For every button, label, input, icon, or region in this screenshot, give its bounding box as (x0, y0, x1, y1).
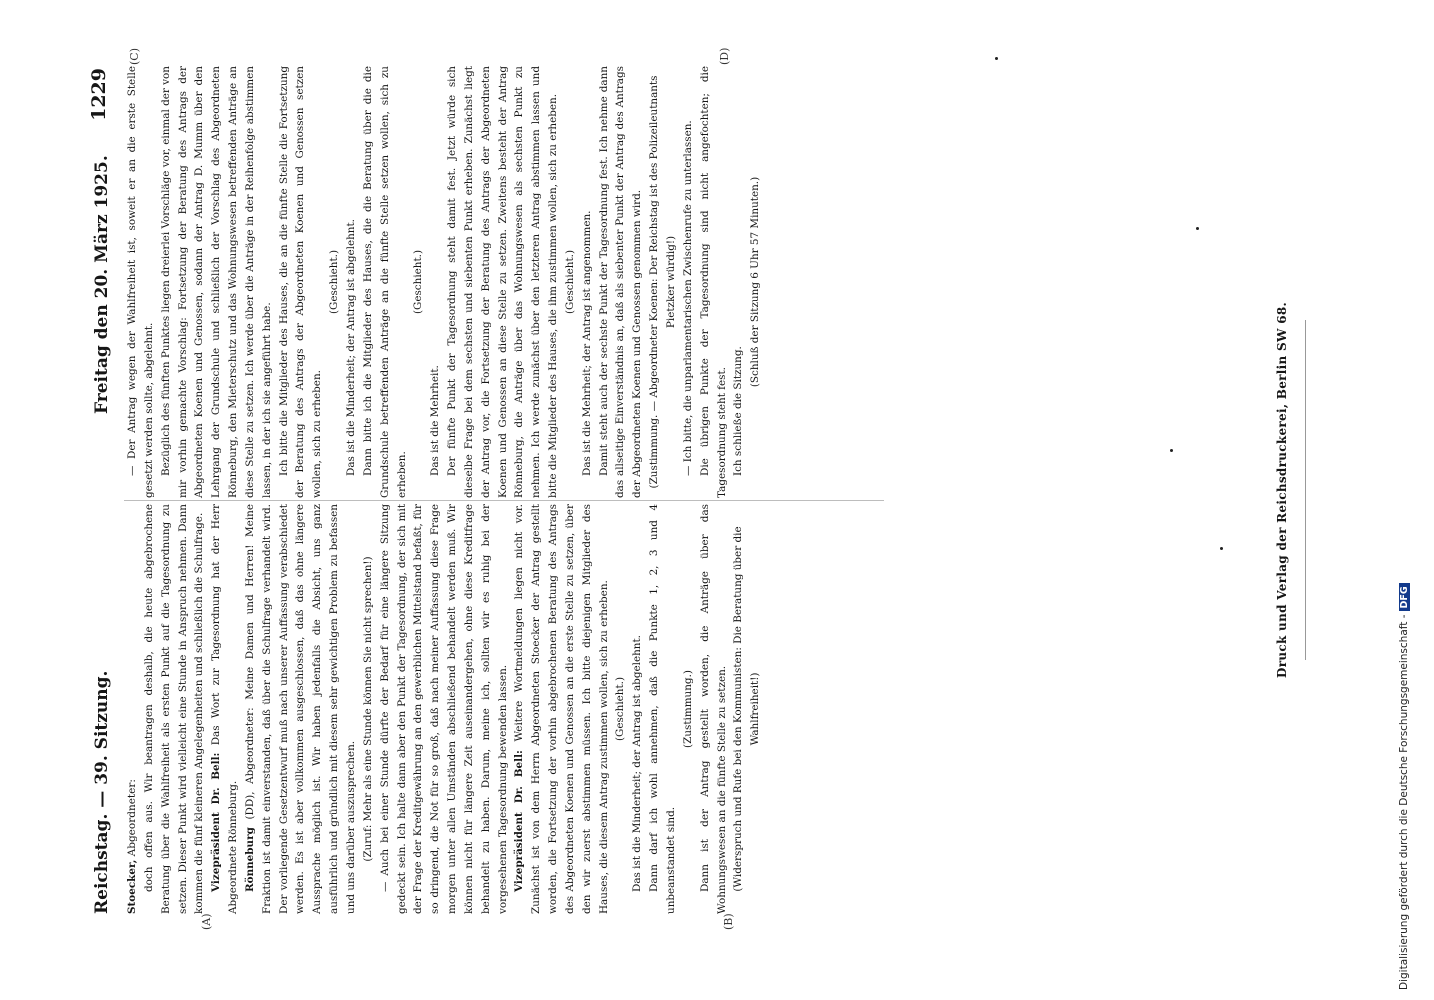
paragraph (360, 66, 411, 498)
paragraph-text: Damit steht auch der sechste Punkt der Tagesordnung fest. Ich nehme dann das allseitige Einverständnis an, daß als siebenter Punkt der Antrag des Antrags der Abgeordneten Koenen und Genossen genommen wird. (597, 66, 644, 498)
paragraph (141, 504, 208, 914)
header-center: Freitag den 20. März 1925. (92, 155, 112, 414)
speaker-name: Stoecker, (126, 859, 138, 914)
paragraph (511, 504, 612, 914)
interjection: (Zustimmung.) (681, 670, 694, 748)
printer-imprint: Druck und Verlag der Reichsdruckerei, Berlin SW 68. (1275, 302, 1289, 678)
paragraph-text: Das ist die Mehrheit. (429, 365, 442, 476)
interjection: (Zustimmung. — Abgeordneter Koenen: Der Reichstag ist des Polizeileutnants Pietzker würdig!) (648, 75, 677, 489)
paragraph (208, 504, 242, 914)
interjection: (Geschieht.) (412, 249, 425, 315)
margin-letter-b: (B) (722, 913, 735, 930)
margin-letter-c: (C) (128, 48, 141, 65)
scan-speck (1196, 227, 1199, 230)
paragraph-text: doch offen aus. Wir beantragen deshalb, die heute abgebrochene Beratung über die Wahlfreiheit als ersten Punkt auf die Tagesordnung zu setzen. Dieser Punkt wird vielleicht eine Stunde in Anspruch nehmen. Dann kommen die fünf kleineren Angelegenheiten und schließlich die Schulfrage. (142, 504, 206, 914)
paragraph-text: Weitere Wortmeldungen liegen nicht vor. Zunächst ist von dem Herrn Abgeordneten Stoecker der Antrag gestellt worden, die Fortsetzung der vorhin abgebrochenen Beratung des Antrags des Abgeordneten Koenen und Genossen an die erste Stelle zu setzen, über den wir zuerst abstimmen müssen. Ich bitte diejenigen Mitglieder des Hauses, die diesem Antrag zustimmen wollen, sich zu erheben. (513, 504, 610, 914)
dfg-logo: DFG (1399, 583, 1410, 611)
paragraph (444, 66, 562, 498)
credit-text: Digitalisierung gefördert durch die Deutsche Forschungsgemeinschaft - (1398, 614, 1410, 990)
paragraph-text: — Ich bitte, die unparlamentarischen Zwischenrufe zu unterlassen. (681, 120, 694, 476)
paragraph-text: Dann ist der Antrag gestellt worden, die Anträge über das Wohnungswesen an die fünfte Stelle zu setzen. (698, 504, 728, 914)
scan-speck (1170, 449, 1173, 452)
paragraph (730, 66, 747, 498)
scan-speck (1220, 547, 1223, 550)
paragraph-text: Die übrigen Punkte der Tagesordnung sind nicht angefochten; die Tagesordnung steht fest. (698, 66, 728, 498)
paragraph (158, 66, 276, 498)
speaker-name: Vizepräsident Dr. Bell: (513, 750, 526, 892)
paragraph (242, 504, 360, 914)
interjection: (Geschieht.) (614, 676, 627, 742)
paragraph-text: — Der Antrag wegen der Wahlfreiheit ist, soweit er an die erste Stelle gesetzt werden sollte, abgelehnt. (126, 66, 155, 498)
paragraph-text: Das Wort zur Tagesordnung hat der Herr Abgeordnete Rönneburg. (210, 504, 240, 914)
page-header (84, 68, 124, 914)
paragraph-text: Das ist die Minderheit; der Antrag ist abgelehnt. (344, 219, 357, 476)
page-number: 1229 (88, 68, 110, 121)
paragraph-text: Das ist die Mehrheit; der Antrag ist angenommen. (580, 210, 593, 476)
paragraph (596, 66, 647, 498)
paragraph-text: Das ist die Minderheit; der Antrag ist abgelehnt. (631, 635, 644, 892)
paragraph (680, 66, 697, 498)
paragraph-text: — Auch bei einer Stunde dürfte der Bedarf für eine längere Sitzung gedeckt sein. Ich halte dann aber den Punkt der Tagesordnung, der sich mit der Frage der Kreditgewährung an den gewerblichen Mittelstand befaßt, für so dringend, die Not für so groß, daß nach meiner Auffassung diese Frage morgen unter allen Umständen abschließend behandelt werden muß. Wir können nicht für längere Zeit auseinandergehen, ohne diese Kreditfrage behandelt zu haben. Darum, meine ich, sollten wir es ruhig bei der vorgesehenen Tagesordnung bewenden lassen. (378, 504, 509, 914)
paragraph-text: Ich bitte die Mitglieder des Hauses, die an die fünfte Stelle die Fortsetzung der Beratung des Antrags der Abgeordneten Koenen und Genossen setzen wollen, sich zu erheben. (277, 66, 324, 498)
paragraph (579, 66, 596, 498)
footer-rule (1305, 320, 1306, 660)
speaker-role: Abgeordneter: (126, 779, 138, 857)
digitization-credit (1398, 430, 1410, 990)
paragraph-text: Ich schließe die Sitzung. (732, 346, 745, 476)
interjection: (Geschieht.) (563, 249, 576, 315)
speaker-heading (124, 504, 141, 914)
speaker-name: Rönneburg (243, 827, 256, 892)
paragraph (427, 66, 444, 498)
speaker-name: Vizepräsident Dr. Bell: (210, 752, 223, 892)
paragraph (629, 504, 646, 914)
interjection: (Schluß der Sitzung 6 Uhr 57 Minuten.) (749, 176, 762, 388)
interjection: (Geschieht.) (328, 249, 341, 315)
right-column (124, 66, 764, 498)
paragraph (124, 66, 158, 498)
paragraph-text: Dann bitte ich die Mitglieder des Hauses, die die Beratung über die die Grundschule betreffenden Anträge an die fünfte Stelle setzen wollen, sich zu erheben. (361, 66, 408, 498)
paragraph (377, 504, 512, 914)
paragraph-text: (DD), Abgeordneter: Meine Damen und Herren! Meine Fraktion ist damit einverstanden, daß über die Schulfrage verhandelt wird. Der vorliegende Gesetzentwurf muß nach unserer Auffassung verabschiedet werden. Es ist aber vollkommen ausgeschlossen, daß das ohne längere Aussprache möglich ist. Wir haben jedenfalls die Absicht, uns ganz ausführlich und gründlich mit diesem sehr gewichtigen Problem zu befassen und uns darüber auszusprechen. (243, 504, 357, 914)
margin-letter-d: (D) (718, 47, 731, 65)
interjection: (Widerspruch und Rufe bei den Kommunisten: Die Beratung über die Wahlfreiheit!) (732, 526, 762, 892)
header-left: Reichstag. — 39. Sitzung. (92, 670, 112, 914)
scan-speck (995, 57, 998, 60)
paragraph (646, 504, 680, 914)
paragraph-text: Der fünfte Punkt der Tagesordnung steht damit fest. Jetzt würde sich dieselbe Frage bei dem sechsten und siebenten Punkt erheben. Zunächst liegt der Antrag vor, die Fortsetzung der Beratung des Antrags der Abgeordneten Koenen und Genossen an diese Stelle zu setzen. Zweitens besteht der Antrag Rönneburg, die Anträge über das Wohnungswesen als sechsten Punkt zu nehmen. Ich werde zunächst über den letzteren Antrag abstimmen lassen und bitte die Mitglieder des Hauses, die ihm zustimmen wollen, sich zu erheben. (446, 66, 560, 498)
paragraph (697, 504, 731, 914)
margin-letter-a: (A) (200, 913, 213, 930)
paragraph-text: Bezüglich des fünften Punktes liegen dreierlei Vorschläge vor, einmal der von mir vorhin gemachte Vorschlag: Fortsetzung der Beratung des Antrags der Abgeordneten Koenen und Genossen, sodann der Antrag D. Mumm über den Lehrgang der Grundschule und schließlich der Vorschlag des Abgeordneten Rönneburg, den Mieterschutz und das Wohnungswesen betreffenden Anträge an diese Stelle zu setzen. Ich werde über die Anträge in der Reihenfolge abstimmen lassen, in der ich sie angeführt habe. (159, 66, 273, 498)
paragraph (697, 66, 731, 498)
column-divider (124, 500, 884, 501)
paragraph-text: Dann darf ich wohl annehmen, daß die Punkte 1, 2, 3 und 4 unbeanstandet sind. (648, 504, 677, 914)
left-column (124, 504, 764, 914)
paragraph (343, 66, 360, 498)
paragraph (276, 66, 327, 498)
interjection: (Zuruf: Mehr als eine Stunde können Sie nicht sprechen!) (361, 556, 374, 862)
